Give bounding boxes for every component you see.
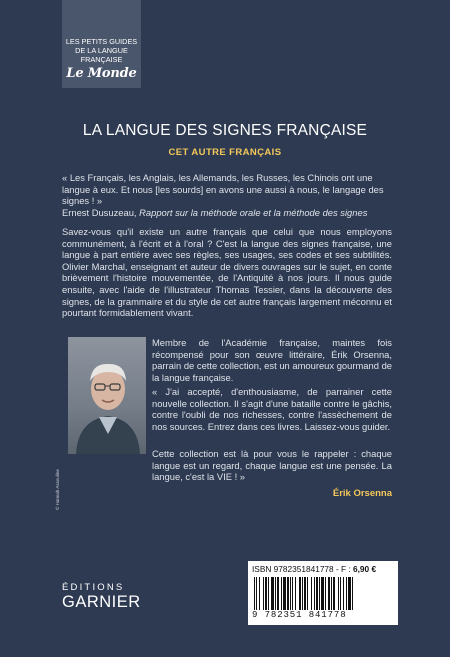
- series-line-1: LES PETITS GUIDES: [65, 37, 138, 46]
- barcode-bar: [283, 577, 286, 610]
- barcode-bar: [281, 577, 282, 610]
- barcode-bar: [311, 577, 312, 610]
- barcode-bar: [340, 577, 341, 610]
- portrait-illustration: [68, 337, 146, 454]
- barcode-bar: [307, 577, 308, 610]
- barcode-bar: [271, 577, 274, 610]
- barcode-bar: [263, 577, 264, 610]
- signature: Érik Orsenna: [332, 488, 392, 499]
- barcode-bar: [290, 577, 291, 610]
- isbn-price: [252, 564, 376, 574]
- attribution-work: Rapport sur la méthode orale et la méthode des signes: [139, 207, 368, 218]
- barcode-bar: [287, 577, 289, 610]
- barcode-bar: [321, 577, 324, 610]
- book-title: LA LANGUE DES SIGNES FRANÇAISE: [82, 122, 368, 139]
- barcode-bar: [338, 577, 339, 610]
- photo-credit: [55, 455, 65, 575]
- publisher-editions: ÉDITIONS: [62, 582, 125, 593]
- barcode: [254, 577, 392, 610]
- barcode-bar: [265, 577, 267, 610]
- orsenna-quote-end: Cette collection est là pour vous le rappeler : chaque langue est un regard, chaque langue est une pensée. La langue, c'est la VIE ! »: [152, 448, 392, 483]
- attribution-author: Ernest Dusuzeau,: [62, 207, 140, 218]
- barcode-bar: [256, 577, 257, 610]
- author-bio: Membre de l'Académie française, maintes fois récompensé pour son œuvre littéraire, Érik Orsenna, parrain de cette collection, est un amoureux gourmand de la langue française.: [152, 337, 392, 383]
- barcode-label: [248, 561, 398, 625]
- barcode-bar: [292, 577, 293, 610]
- barcode-bar: [275, 577, 276, 610]
- barcode-bar: [268, 577, 269, 610]
- barcode-bar: [295, 577, 296, 610]
- opening-quote: « Les Français, les Anglais, les Allemands, les Russes, les Chinois ont une langue à eux. Et nous [les sourds] en avons une aussi à nous, le langage des signes ! »: [62, 172, 384, 207]
- quote-attribution: [62, 207, 402, 219]
- photo-credit-text: © Hannah Assouline: [55, 469, 60, 510]
- series-badge: [62, 0, 141, 88]
- publisher-name: GARNIER: [62, 593, 141, 611]
- barcode-bar: [348, 577, 351, 610]
- book-description: Savez-vous qu'il existe un autre français que celui que nous employons communément, à l'écrit et à l'oral ? C'est la langue des signes française, une langue à part entière avec ses règles, ses usages, ses codes et ses subtilités. Olivier Marchal, enseignant et auteur de divers ouvrages sur le sujet, en conte brièvement l'histoire mouvementée, de l'Antiquité à nos jours. Il nous guide ensuite, avec l'aide de l'illustrateur Thomas Tessier, dans la découverte des signes, de la grammaire et du style de cet autre français largement méconnu et pourtant formidablement vivant.: [62, 226, 392, 319]
- barcode-bar: [319, 577, 320, 610]
- barcode-bar: [259, 577, 260, 610]
- barcode-bar: [352, 577, 353, 610]
- orsenna-quote: « J'ai accepté, d'enthousiasme, de parrainer cette nouvelle collection. Il s'agit d'une bataille contre le gâchis, contre l'oubli de nos richesses, contre l'assèchement de nos sources. Entrez dans ces livres. Laissez-vous guider.: [152, 386, 392, 432]
- author-photo: [68, 337, 146, 454]
- barcode-bar: [333, 577, 335, 610]
- barcode-bar: [314, 577, 315, 610]
- series-line-2: DE LA LANGUE: [75, 46, 128, 56]
- isbn-text: ISBN 9782351841778 - F :: [252, 564, 354, 574]
- book-subtitle: CET AUTRE FRANÇAIS: [168, 147, 282, 158]
- le-monde-logo: Le Monde: [66, 65, 137, 81]
- barcode-bar: [254, 577, 255, 610]
- barcode-bar: [302, 577, 303, 610]
- series-line-3: FRANÇAISE: [80, 55, 123, 65]
- price: 6,90 €: [353, 564, 377, 574]
- barcode-bar: [346, 577, 347, 610]
- barcode-digits: 9 782351 841778: [252, 610, 347, 620]
- barcode-bar: [304, 577, 306, 610]
- barcode-bar: [325, 577, 326, 610]
- barcode-bar: [316, 577, 318, 610]
- barcode-bar: [277, 577, 279, 610]
- publisher-logo: [62, 582, 152, 611]
- barcode-bar: [328, 577, 330, 610]
- barcode-bar: [299, 577, 301, 610]
- barcode-bar: [343, 577, 344, 610]
- barcode-bar: [331, 577, 332, 610]
